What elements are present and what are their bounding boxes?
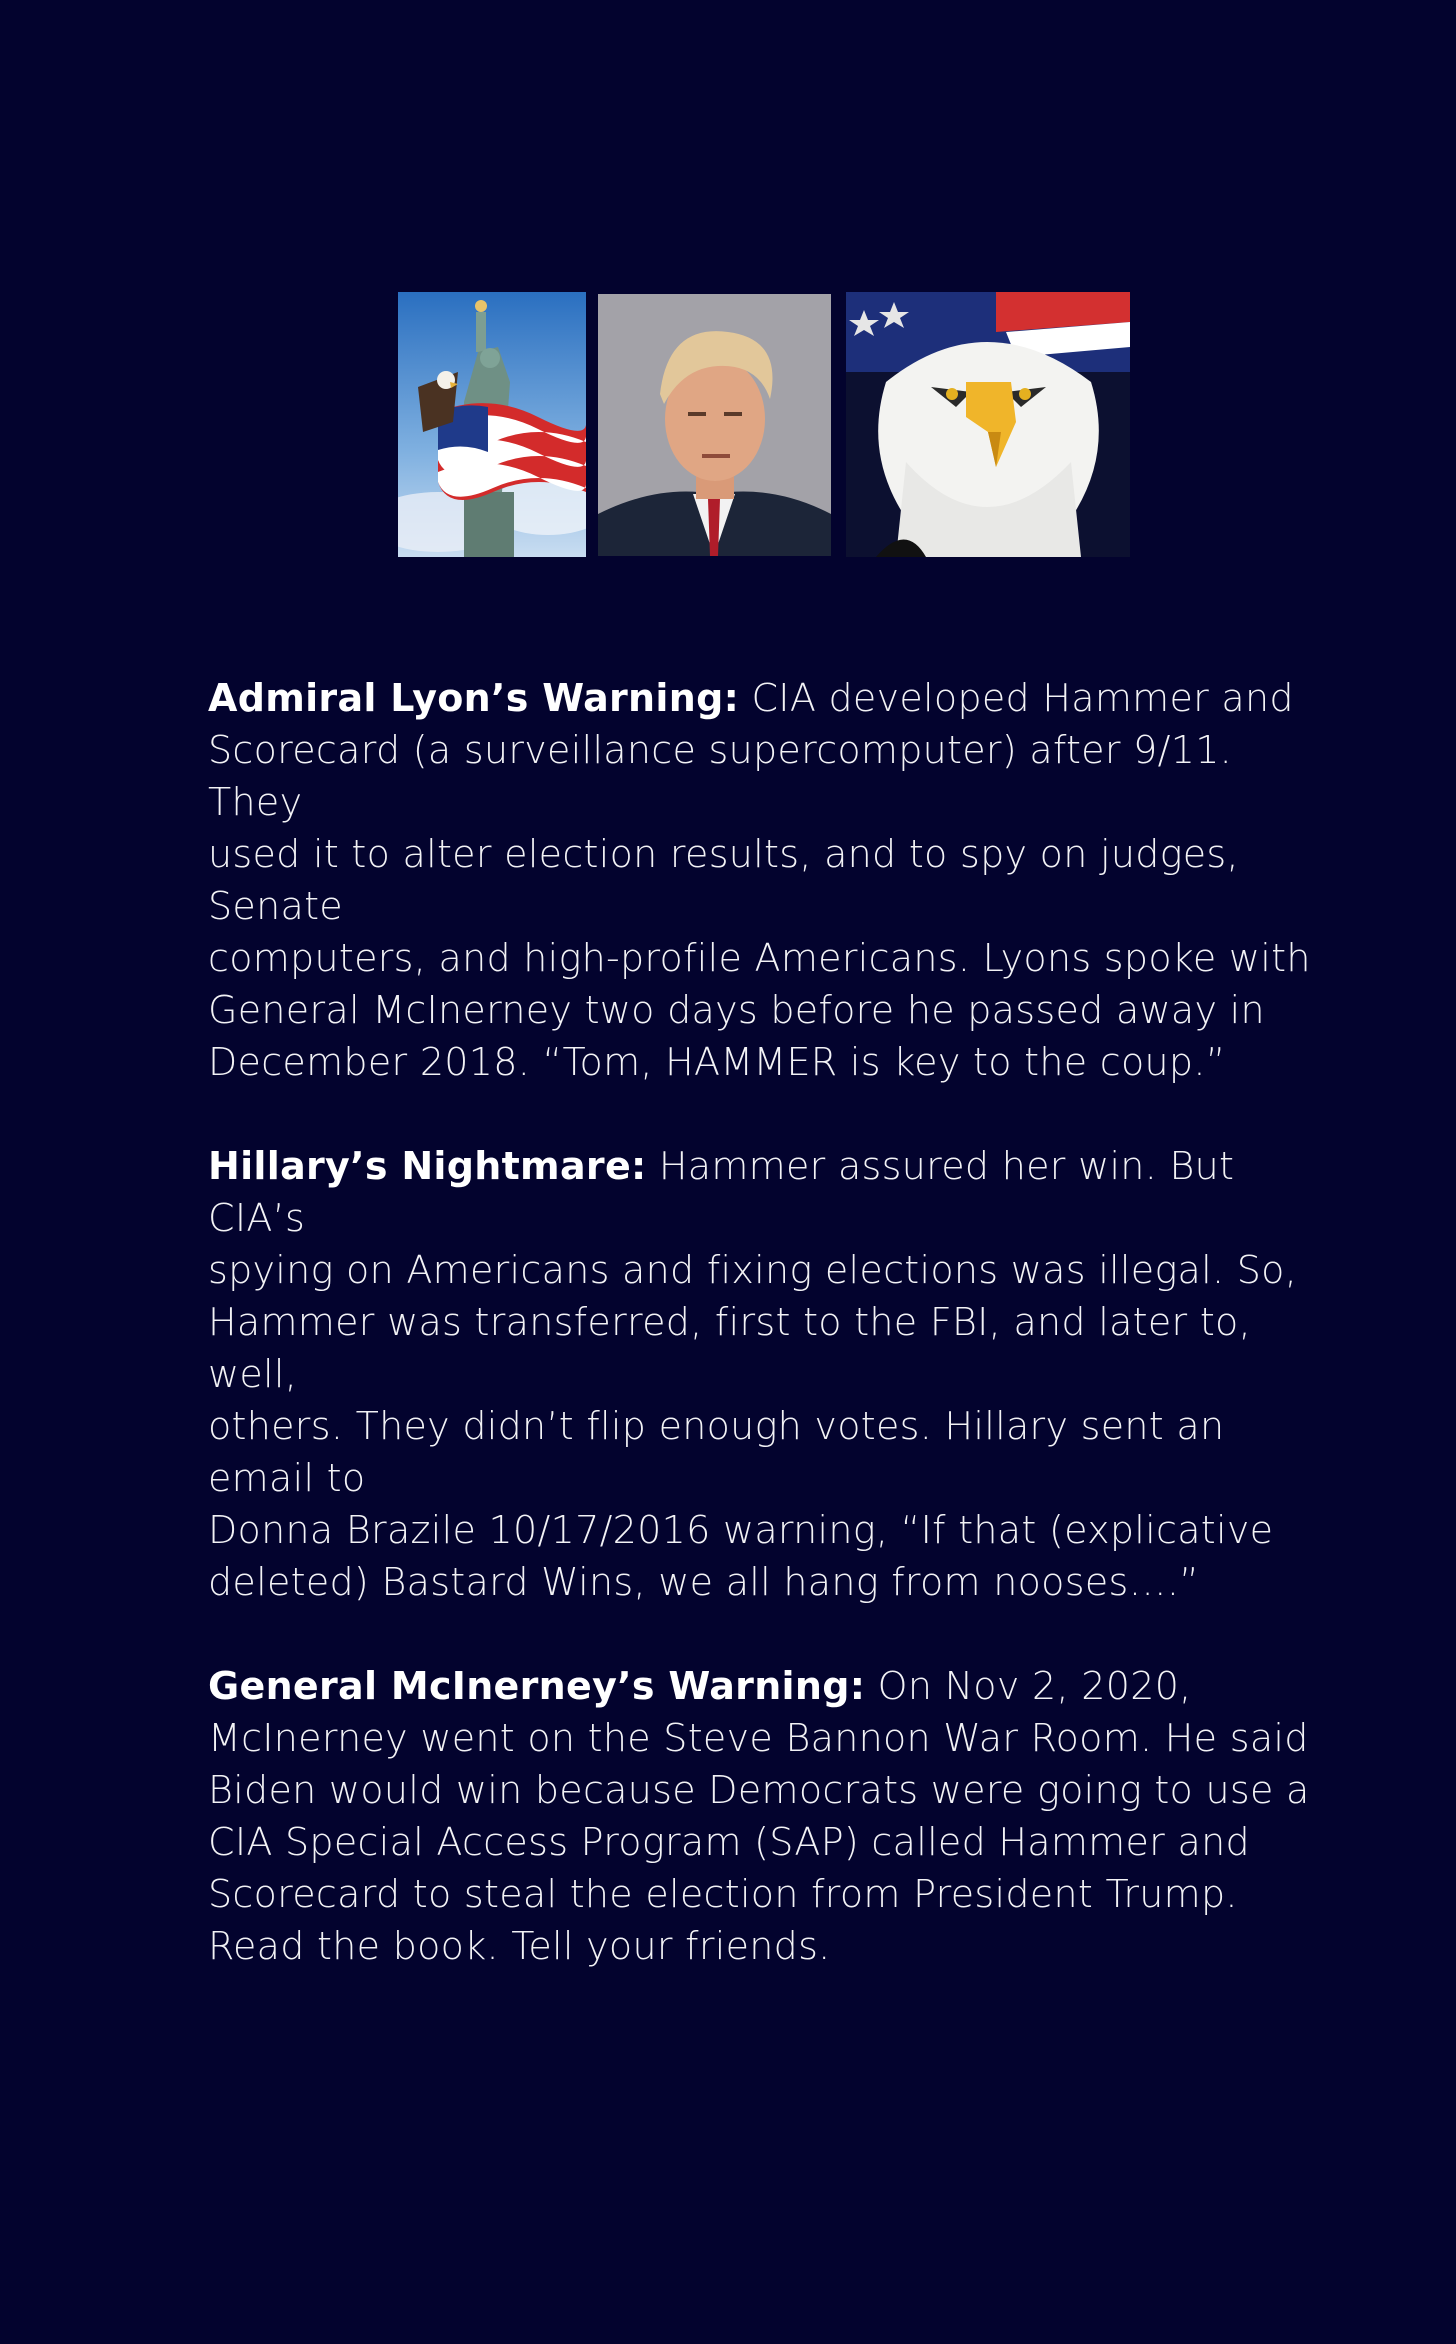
bald-eagle-flag-image [846, 292, 1130, 557]
paragraph-heading: General McInerney’s Warning: [208, 1664, 866, 1708]
liberty-eagle-flag-image [398, 292, 586, 557]
paragraph-body: CIA developed Hammer and Scorecard (a surveillance supercomputer) after 9/11. They used it to alter election results, and to spy on judges, Senate computers, and high-profile Americans. Lyons spoke with General McInerney two days before he passed away in December 2018. “Tom, HAMMER is key to the coup.” [208, 676, 1311, 1084]
paragraph-admiral-lyons-warning [208, 672, 1338, 1088]
paragraph-heading: Hillary’s Nightmare: [208, 1144, 647, 1188]
paragraph-body: Hammer assured her win. But CIA’s spying on Americans and fixing elections was illegal. So, Hammer was transferred, first to the FBI, and later to, well, others. They didn’t flip enough votes. Hillary sent an email to Donna Brazile 10/17/2016 warning, “If that (explicative deleted) Bastard Wins, we all hang from nooses….” [208, 1144, 1298, 1604]
paragraph-hillarys-nightmare [208, 1140, 1338, 1608]
image-strip [398, 292, 1130, 557]
paragraph-heading: Admiral Lyon’s Warning: [208, 676, 740, 720]
paragraph-general-mcinerneys-warning [208, 1660, 1338, 1972]
back-cover-text [208, 672, 1338, 2024]
mugshot-portrait-image [598, 294, 831, 556]
paragraph-body: On Nov 2, 2020, McInerney went on the Steve Bannon War Room. He said Biden would win because Democrats were going to use a CIA Special Access Program (SAP) called Hammer and Scorecard to steal the election from President Trump. Read the book. Tell your friends. [208, 1664, 1310, 1968]
